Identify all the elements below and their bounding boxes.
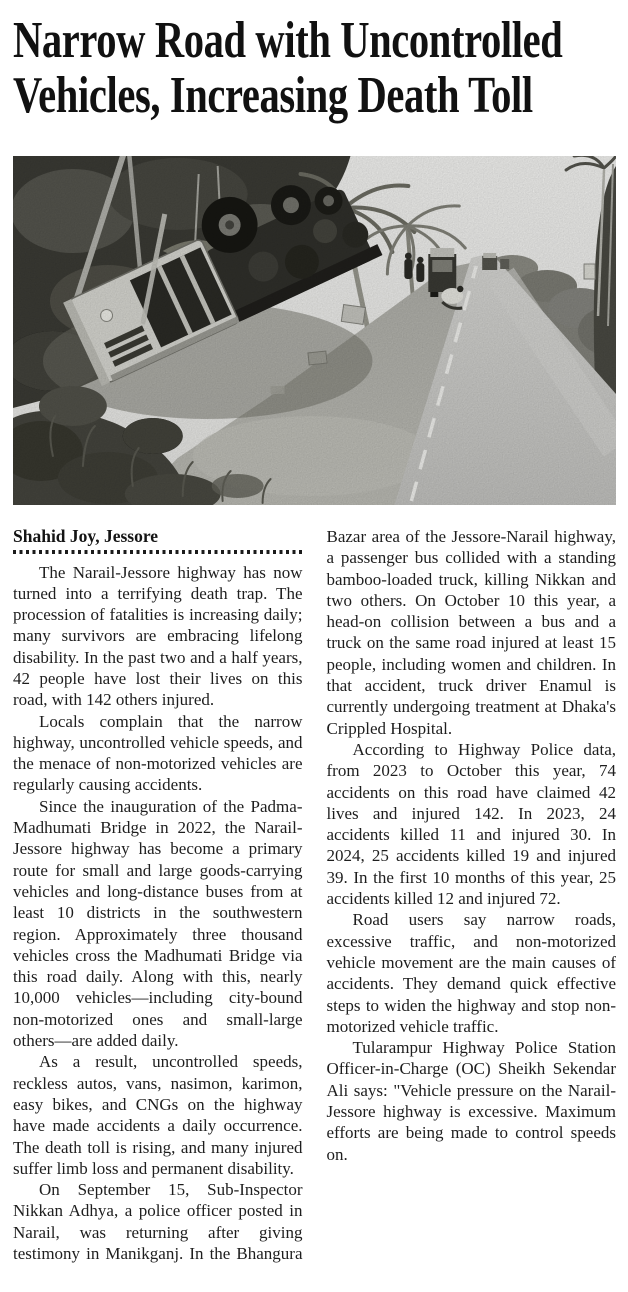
article-paragraph-3: Since the inauguration of the Padma-Madhumati Bridge in 2022, the Narail-Jessore highway has become a primary route for small and large goods-carrying vehicles and long-distance buses from at least 10 districts in the southwestern region. Approximately three thousand vehicles cross the Madhumati Bridge via this road daily. Along with this, nearly 10,000 vehicles—including city-bound non-motorized ones and small-large others—are added daily. [13, 796, 303, 1051]
headline-line-2: Vehicles, Increasing Death Toll [13, 67, 533, 124]
article-photo [13, 156, 616, 505]
article-body [13, 526, 616, 1281]
article-paragraph-5: On September 15, Sub-Inspector Nikkan Adhya, a police officer posted in Narail, was returning after giving testimony in Manikganj. In the Bhangura Bazar area of the Jessore-Narail highway, a passenger bus collided with a standing bamboo-loaded truck, killing Nikkan and two others. On October 10 this year, a head-on collision between a bus and a truck on the same road injured at least 15 people, including women and children. In that accident, truck driver Enamul is currently undergoing treatment at Dhaka's Crippled Hospital. [13, 527, 616, 1263]
article-paragraph-1: The Narail-Jessore highway has now turned into a terrifying death trap. The procession of fatalities is increasing daily; many survivors are embracing lifelong disability. In the past two and a half years, 42 people have lost their lives on this road, with 142 others injured. [13, 562, 303, 710]
article-paragraph-4: As a result, uncontrolled speeds, reckless autos, vans, nasimon, karimon, easy bikes, and CNGs on the highway have made accidents a daily occurrence. The death toll is rising, and many injured suffer limb loss and permanent disability. [13, 1052, 303, 1178]
article-paragraph-2: Locals complain that the narrow highway, uncontrolled vehicle speeds, and the menace of non-motorized vehicles are regularly causing accidents. [13, 711, 303, 795]
accident-photo-illustration [13, 156, 616, 505]
byline: Shahid Joy, Jessore [13, 526, 159, 546]
photo-grain-overlay [13, 156, 616, 505]
headline-line-1: Narrow Road with Uncontrolled [13, 12, 563, 69]
article-paragraph-6: According to Highway Police data, from 2023 to October this year, 74 accidents on this road have claimed 42 lives and injured 142. In 2023, 24 accidents killed 11 and injured 30. In 2024, 25 accidents killed 19 and injured 39. In the first 10 months of this year, 25 accidents killed 12 and injured 72. [326, 739, 616, 909]
article-headline [13, 13, 616, 123]
byline-divider [13, 550, 303, 554]
headline-text-wrap [13, 13, 620, 123]
article-paragraph-8: Tularampur Highway Police Station Officer-in-Charge (OC) Sheikh Sekendar Ali says: "Vehicle pressure on the Narail-Jessore highway is excessive. Maximum efforts are being made to control speeds on. [326, 1038, 616, 1164]
newspaper-article-page [0, 13, 628, 1292]
article-paragraph-7: Road users say narrow roads, excessive traffic, and non-motorized vehicle movement are the main causes of accidents. They demand quick effective steps to widen the highway and stop non-motorized vehicle traffic. [326, 910, 616, 1036]
